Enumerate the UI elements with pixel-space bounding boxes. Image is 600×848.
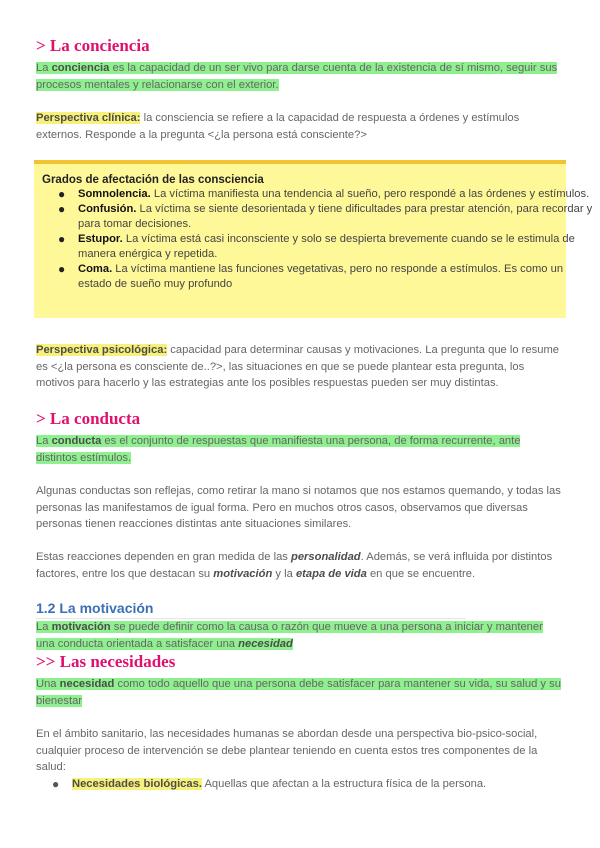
- text-confusion: La víctima se siente desorientada y tiene dificultades para prestar atención, para recordar y para tomar decisiones.: [78, 203, 593, 230]
- paragraph-conducta-definition: [36, 433, 564, 466]
- paragraph-conciencia-definition: [36, 60, 564, 93]
- bullet-icon: ●: [58, 262, 66, 276]
- heading-conciencia: > La conciencia: [36, 36, 150, 55]
- text-perspectiva-clinica: la consciencia se refiere a la capacidad de respuesta a órdenes y estímulos externos. Responde a la pregunta <¿la persona está consciente?>: [36, 112, 520, 141]
- paragraph-conducta-reflejas: Algunas conductas son reflejas, como retirar la mano si notamos que nos estamos quemando, y todas las personas las manifestamos de igual forma. Pero en muchos otros casos, observamos que diversas personas tienen reacciones distintas ante situaciones similares.: [36, 485, 561, 530]
- text-p2-c: . Además, se verá influida por distintos factores, entre los que destacan su: [36, 551, 553, 580]
- heading-conducta: > La conducta: [36, 409, 141, 428]
- term-motivacion: motivación: [213, 567, 273, 580]
- heading-motivacion: 1.2 La motivación: [36, 600, 154, 616]
- text-p2-e: y la: [272, 567, 296, 580]
- bullet-icon: ●: [58, 187, 66, 201]
- term-necesidad: necesidad: [238, 637, 293, 650]
- text-necesidades-biologicas: Aquellas que afectan a la estructura física de la persona.: [201, 778, 487, 790]
- text-def-post: se puede definir como la causa o razón que mueve a una persona a iniciar y mantener una conducta orientada a satisfacer una: [36, 621, 543, 650]
- callout-grados-afectacion: [34, 160, 593, 318]
- text-def-pre: Una: [36, 678, 60, 690]
- term-somnolencia: Somnolencia.: [78, 188, 151, 200]
- highlight-necesidad-definition: [36, 678, 561, 707]
- paragraph-perspectiva-psicologica: [36, 342, 564, 392]
- term-confusion: Confusión.: [78, 203, 137, 215]
- paragraph-ambito-sanitario: En el ámbito sanitario, las necesidades humanas se abordan desde una perspectiva bio-psico-social, cualquier proceso de intervención se debe plantear teniendo en cuenta estos tres componentes de la salud:: [36, 728, 538, 773]
- text-estupor: La víctima está casi inconsciente y solo se despierta brevemente cuando se le estimula de manera enérgica y repetida.: [78, 233, 575, 260]
- grados-list: [42, 187, 594, 292]
- heading-necesidades: >> Las necesidades: [36, 652, 176, 671]
- highlight-motivacion-definition: [36, 621, 543, 650]
- paragraph-necesidad-definition: [36, 676, 564, 709]
- text-coma: La víctima mantiene las funciones vegetativas, pero no responde a estímulos. Es como un estado de sueño muy profundo: [78, 263, 564, 290]
- necesidades-list: [36, 776, 600, 793]
- text-def-post: es el conjunto de respuestas que manifiesta una persona, de forma recurrente, ante distintos estímulos.: [36, 435, 521, 464]
- highlight-conciencia-definition: [36, 62, 557, 91]
- paragraph-perspectiva-clinica: [36, 110, 564, 143]
- text-def-pre: La: [36, 62, 52, 74]
- list-item-biologicas: [52, 776, 600, 793]
- text-p2-g: en que se encuentre.: [366, 567, 476, 580]
- list-item-coma: [58, 262, 594, 292]
- paragraph-conducta-reacciones: [36, 549, 564, 582]
- term-motivacion-def: motivación: [51, 621, 111, 633]
- list-item-estupor: [58, 232, 594, 262]
- text-def-pre: La: [36, 435, 52, 447]
- term-conciencia: conciencia: [51, 62, 110, 74]
- paragraph-motivacion-definition: [36, 619, 564, 652]
- list-item-confusion: [58, 202, 594, 232]
- term-coma: Coma.: [78, 263, 113, 275]
- term-etapa-de-vida: etapa de vida: [295, 567, 367, 580]
- label-perspectiva-clinica: Perspectiva clínica:: [36, 112, 141, 124]
- term-estupor: Estupor.: [78, 233, 123, 245]
- list-item-somnolencia: [58, 187, 594, 202]
- text-perspectiva-psicologica: capacidad para determinar causas y motivaciones. La pregunta que lo resume es <¿la persona es consciente de..?>, las situaciones en que se puede plantear esta pregunta, los motivos para hacerlo y las estrategias ante los posibles respuestas pueden ser muy distintas.: [36, 344, 559, 389]
- highlight-conducta-definition: [36, 435, 520, 464]
- text-def-post: como todo aquello que una persona debe satisfacer para mantener su vida, su salud y su bienestar: [36, 678, 561, 707]
- text-def-post: es la capacidad de un ser vivo para darse cuenta de la existencia de sí mismo, seguir sus procesos mentales y relacionarse con el exterior.: [36, 62, 558, 91]
- term-personalidad: personalidad: [291, 551, 361, 563]
- text-somnolencia: La víctima manifiesta una tendencia al sueño, pero respondé a las órdenes y estímulos.: [150, 188, 590, 200]
- label-perspectiva-psicologica: Perspectiva psicológica:: [36, 344, 168, 356]
- term-necesidad-def: necesidad: [59, 678, 115, 690]
- term-conducta: conducta: [51, 435, 102, 447]
- text-p2-a: Estas reacciones dependen en gran medida de las: [36, 551, 291, 563]
- callout-title: Grados de afectación de las consciencia: [42, 174, 264, 186]
- bullet-icon: ●: [58, 232, 66, 246]
- text-def-pre: La: [36, 621, 52, 633]
- bullet-icon: ●: [58, 202, 66, 216]
- term-necesidades-biologicas: Necesidades biológicas.: [72, 778, 202, 790]
- bullet-icon: ●: [52, 777, 60, 791]
